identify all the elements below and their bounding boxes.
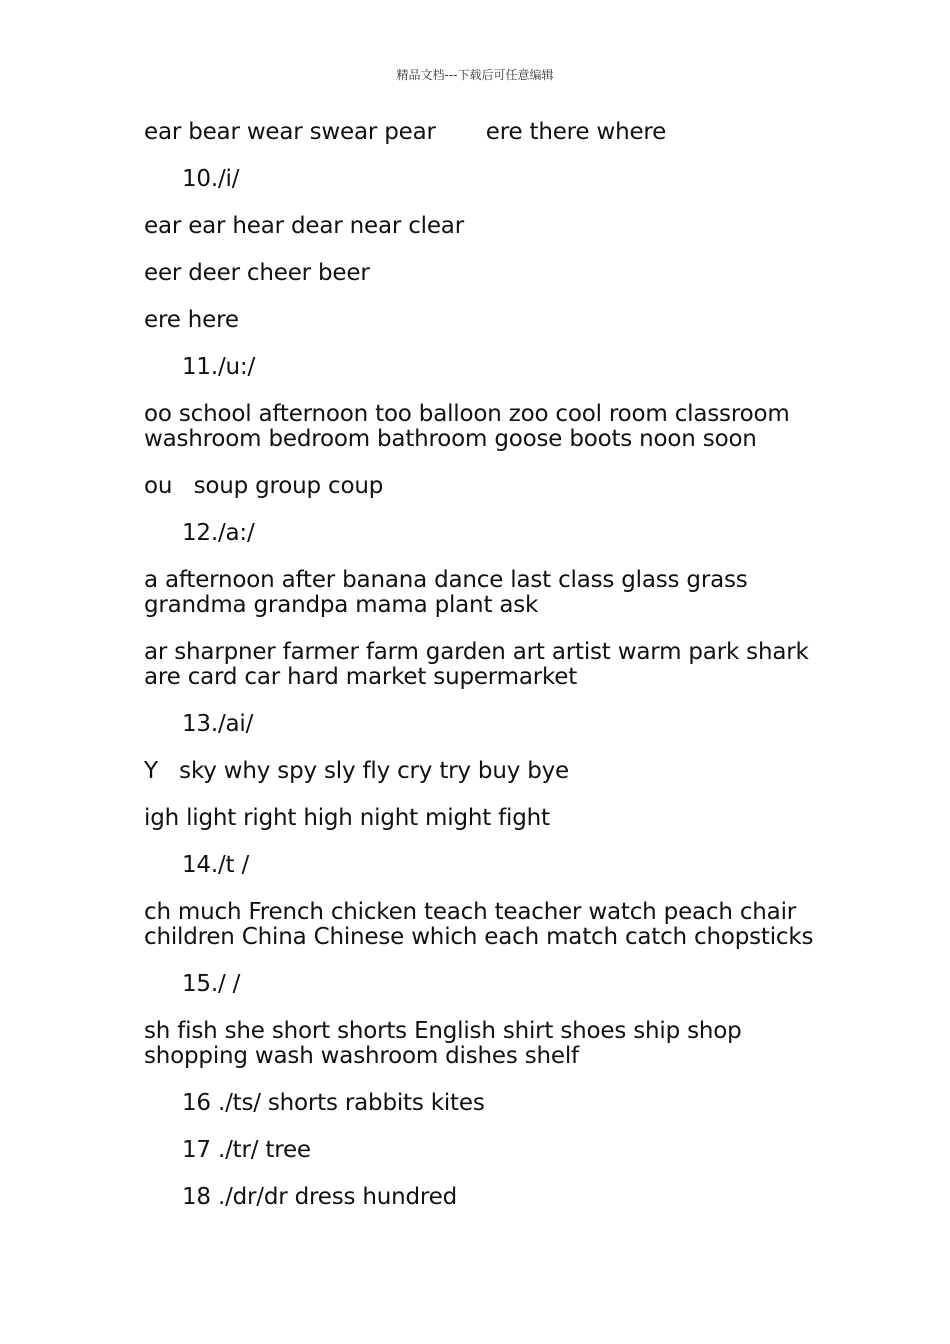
section-heading-15: 15./ / xyxy=(182,971,241,997)
word-line: ou soup group coup xyxy=(144,473,384,499)
word-line: Y sky why spy sly fly cry try buy bye xyxy=(144,758,569,784)
line-left-text: ear bear wear swear pear xyxy=(144,119,436,145)
word-line: ear ear hear dear near clear xyxy=(144,213,464,239)
word-line: ch much French chicken teach teacher watch peach chair children China Chinese which each match catch chopsticks xyxy=(144,899,814,950)
line-ear-ere xyxy=(144,120,824,145)
section-heading-17: 17 ./tr/ tree xyxy=(182,1137,311,1163)
word-line: a afternoon after banana dance last class glass grass grandma grandpa mama plant ask xyxy=(144,567,748,618)
section-heading-10: 10./i/ xyxy=(182,166,240,192)
section-heading-18: 18 ./dr/dr dress hundred xyxy=(182,1184,458,1210)
word-line: eer deer cheer beer xyxy=(144,260,370,286)
word-line: ere here xyxy=(144,307,239,333)
section-heading-14: 14./t / xyxy=(182,852,250,878)
word-line: sh fish she short shorts English shirt shoes ship shop shopping wash washroom dishes shelf xyxy=(144,1018,742,1069)
section-heading-12: 12./a:/ xyxy=(182,520,255,546)
page-header: 精品文档---下载后可任意编辑 xyxy=(396,68,554,82)
section-heading-11: 11./u:/ xyxy=(182,354,256,380)
document-body xyxy=(144,120,824,1232)
word-line: oo school afternoon too balloon zoo cool room classroom washroom bedroom bathroom goose boots noon soon xyxy=(144,401,790,452)
word-line: igh light right high night might fight xyxy=(144,805,550,831)
section-heading-16: 16 ./ts/ shorts rabbits kites xyxy=(182,1090,485,1116)
line-right-text: ere there where xyxy=(485,119,667,145)
word-line: ar sharpner farmer farm garden art artist warm park shark are card car hard market supermarket xyxy=(144,639,809,690)
section-heading-13: 13./ai/ xyxy=(182,711,254,737)
